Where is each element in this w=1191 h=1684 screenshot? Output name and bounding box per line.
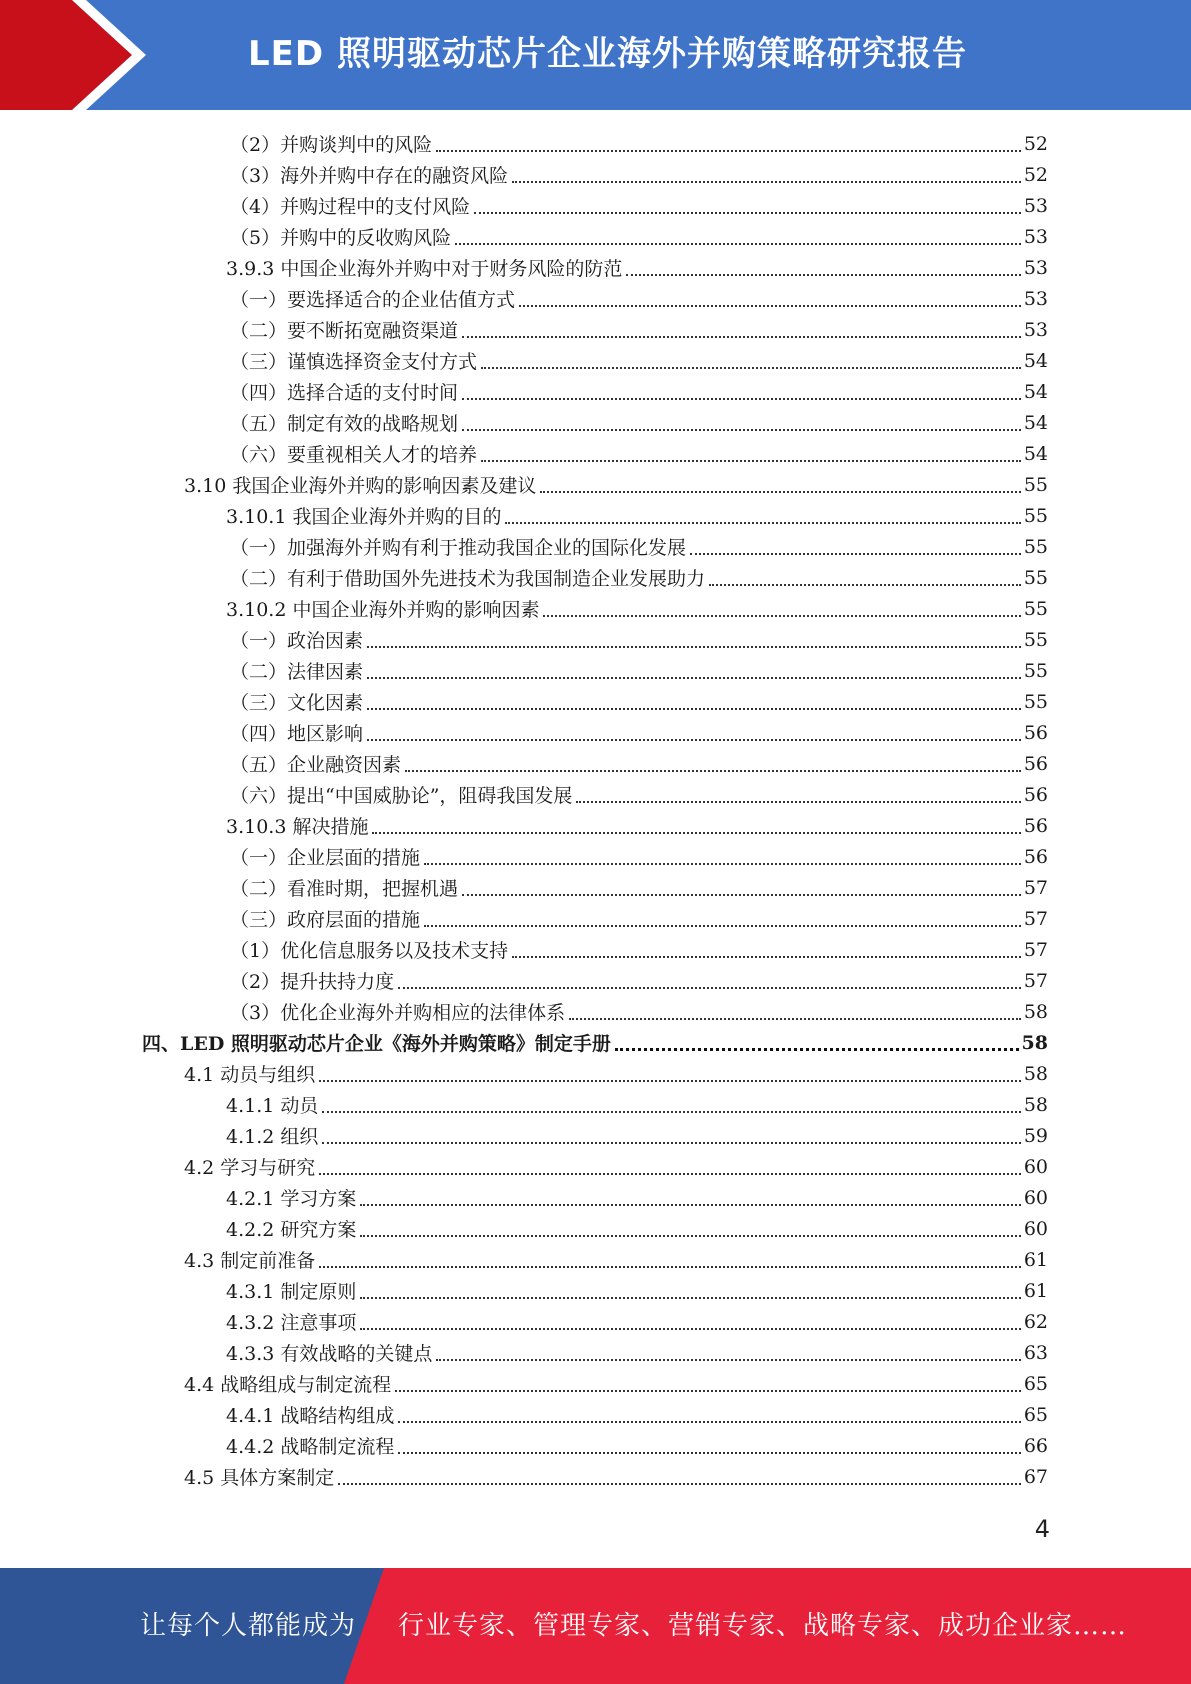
toc-entry-text: 3.10.3 解决措施 bbox=[226, 816, 369, 838]
toc-entry[interactable] bbox=[230, 655, 1048, 686]
toc-entry-page: 54 bbox=[1023, 349, 1048, 372]
toc-entry-text: （2）提升扶持力度 bbox=[230, 971, 395, 993]
toc-entry[interactable] bbox=[230, 748, 1048, 779]
toc-entry-page: 58 bbox=[1021, 1031, 1048, 1054]
toc-entry-page: 61 bbox=[1023, 1248, 1048, 1271]
toc-leader bbox=[462, 398, 1021, 400]
toc-entry-text: （二）法律因素 bbox=[230, 661, 364, 683]
toc-entry-text: （一）政治因素 bbox=[230, 630, 364, 652]
toc-entry-page: 63 bbox=[1023, 1341, 1048, 1364]
toc-leader bbox=[690, 553, 1021, 555]
toc-entry-page: 56 bbox=[1023, 845, 1048, 868]
toc-entry[interactable] bbox=[230, 624, 1048, 655]
toc-leader bbox=[424, 925, 1021, 927]
toc-entry-page: 55 bbox=[1023, 597, 1048, 620]
page-number: 4 bbox=[1034, 1515, 1050, 1543]
toc-entry[interactable] bbox=[226, 500, 1048, 531]
toc-entry-text: 3.10 我国企业海外并购的影响因素及建议 bbox=[184, 475, 537, 497]
toc-entry-text: （三）谨慎选择资金支付方式 bbox=[230, 351, 478, 373]
toc-leader bbox=[436, 150, 1021, 152]
toc-entry-text: （2）并购谈判中的风险 bbox=[230, 134, 433, 156]
toc-leader bbox=[709, 584, 1021, 586]
toc-entry-page: 58 bbox=[1023, 1093, 1048, 1116]
toc-leader bbox=[398, 1421, 1020, 1423]
toc-leader bbox=[462, 336, 1021, 338]
toc-entry[interactable] bbox=[230, 221, 1048, 252]
toc-leader bbox=[319, 1266, 1021, 1268]
toc-entry[interactable] bbox=[226, 1120, 1048, 1151]
toc-entry-text: （4）并购过程中的支付风险 bbox=[230, 196, 471, 218]
toc-leader bbox=[322, 1111, 1020, 1113]
report-title: LED 照明驱动芯片企业海外并购策略研究报告 bbox=[248, 34, 967, 74]
toc-entry[interactable] bbox=[226, 1337, 1048, 1368]
toc-entry-page: 55 bbox=[1023, 690, 1048, 713]
toc-entry-page: 60 bbox=[1023, 1186, 1048, 1209]
toc-entry[interactable] bbox=[230, 779, 1048, 810]
toc-entry-page: 57 bbox=[1023, 938, 1048, 961]
toc-entry-text: （5）并购中的反收购风险 bbox=[230, 227, 452, 249]
toc-entry-text: 4.5 具体方案制定 bbox=[184, 1467, 335, 1489]
toc-entry-text: 4.3.3 有效战略的关键点 bbox=[226, 1343, 433, 1365]
toc-entry-page: 54 bbox=[1023, 411, 1048, 434]
toc-entry-text: 4.4.1 战略结构组成 bbox=[226, 1405, 395, 1427]
toc-entry-page: 57 bbox=[1023, 907, 1048, 930]
toc-entry[interactable] bbox=[230, 686, 1048, 717]
toc-entry-page: 54 bbox=[1023, 442, 1048, 465]
toc-entry-page: 54 bbox=[1023, 380, 1048, 403]
toc-entry[interactable] bbox=[184, 1058, 1048, 1089]
toc-leader bbox=[405, 770, 1021, 772]
header-arrow-icon bbox=[0, 0, 160, 110]
toc-entry-text: 4.1.1 动员 bbox=[226, 1095, 319, 1117]
toc-entry-page: 53 bbox=[1023, 318, 1048, 341]
page-footer bbox=[0, 1568, 1191, 1684]
toc-entry-text: 4.4.2 战略制定流程 bbox=[226, 1436, 395, 1458]
toc-entry-text: （五）制定有效的战略规划 bbox=[230, 413, 459, 435]
toc-entry-text: 四、LED 照明驱动芯片企业《海外并购策略》制定手册 bbox=[142, 1033, 611, 1055]
toc-leader bbox=[505, 522, 1020, 524]
toc-entry-text: 4.2.1 学习方案 bbox=[226, 1188, 357, 1210]
toc-leader bbox=[481, 460, 1021, 462]
toc-entry-page: 57 bbox=[1023, 969, 1048, 992]
toc-entry-page: 55 bbox=[1023, 566, 1048, 589]
toc-leader bbox=[395, 1390, 1021, 1392]
toc-leader bbox=[512, 181, 1021, 183]
toc-entry[interactable] bbox=[184, 469, 1048, 500]
toc-entry[interactable] bbox=[226, 1089, 1048, 1120]
toc-entry-text: 4.2 学习与研究 bbox=[184, 1157, 316, 1179]
toc-entry-text: 4.1 动员与组织 bbox=[184, 1064, 316, 1086]
toc-entry[interactable] bbox=[230, 717, 1048, 748]
toc-entry-page: 53 bbox=[1023, 225, 1048, 248]
toc-entry-text: 3.9.3 中国企业海外并购中对于财务风险的防范 bbox=[226, 258, 623, 280]
toc-leader bbox=[319, 1173, 1021, 1175]
toc-entry-page: 58 bbox=[1023, 1000, 1048, 1023]
toc-entry-page: 60 bbox=[1023, 1217, 1048, 1240]
toc-entry-text: 4.1.2 组织 bbox=[226, 1126, 319, 1148]
toc-entry-page: 55 bbox=[1023, 473, 1048, 496]
toc-leader bbox=[626, 274, 1020, 276]
toc-entry[interactable] bbox=[226, 252, 1048, 283]
toc-leader bbox=[455, 243, 1021, 245]
toc-entry-text: （1）优化信息服务以及技术支持 bbox=[230, 940, 509, 962]
toc-entry-text: （五）企业融资因素 bbox=[230, 754, 402, 776]
toc-leader bbox=[338, 1483, 1021, 1485]
toc-entry[interactable] bbox=[184, 1244, 1048, 1275]
toc-entry-text: （一）企业层面的措施 bbox=[230, 847, 421, 869]
toc-entry-page: 55 bbox=[1023, 628, 1048, 651]
toc-entry-text: （一）要选择适合的企业估值方式 bbox=[230, 289, 516, 311]
toc-leader bbox=[398, 987, 1021, 989]
page-header bbox=[0, 0, 1191, 110]
toc-entry-text: （二）有利于借助国外先进技术为我国制造企业发展助力 bbox=[230, 568, 706, 590]
toc-entry-text: 4.4 战略组成与制定流程 bbox=[184, 1374, 392, 1396]
toc-entry[interactable] bbox=[226, 1213, 1048, 1244]
toc-leader bbox=[576, 801, 1020, 803]
toc-entry-text: 3.10.1 我国企业海外并购的目的 bbox=[226, 506, 502, 528]
toc-entry[interactable] bbox=[230, 159, 1048, 190]
toc-entry[interactable] bbox=[230, 903, 1048, 934]
toc-leader bbox=[424, 863, 1021, 865]
toc-entry-page: 65 bbox=[1023, 1372, 1048, 1395]
toc-entry[interactable] bbox=[226, 1182, 1048, 1213]
toc-entry[interactable] bbox=[230, 841, 1048, 872]
toc-leader bbox=[481, 367, 1021, 369]
toc-leader bbox=[462, 894, 1021, 896]
toc-entry-page: 65 bbox=[1023, 1403, 1048, 1426]
toc-entry-page: 58 bbox=[1023, 1062, 1048, 1085]
toc-entry-page: 56 bbox=[1023, 752, 1048, 775]
toc-entry[interactable] bbox=[184, 1461, 1048, 1492]
toc-entry-page: 53 bbox=[1023, 256, 1048, 279]
toc-leader bbox=[360, 1297, 1020, 1299]
toc-entry-page: 55 bbox=[1023, 504, 1048, 527]
toc-entry[interactable] bbox=[226, 1275, 1048, 1306]
toc-entry-page: 56 bbox=[1023, 721, 1048, 744]
toc-entry-page: 53 bbox=[1023, 287, 1048, 310]
toc-entry-page: 62 bbox=[1023, 1310, 1048, 1333]
toc-entry[interactable] bbox=[226, 1306, 1048, 1337]
toc-leader bbox=[512, 956, 1021, 958]
toc-leader bbox=[519, 305, 1021, 307]
toc-entry[interactable] bbox=[230, 345, 1048, 376]
toc-entry-text: （六）提出“中国威胁论”，阻碍我国发展 bbox=[230, 785, 573, 807]
toc-entry[interactable] bbox=[226, 1399, 1048, 1430]
toc-entry[interactable] bbox=[226, 1430, 1048, 1461]
toc-entry-text: 4.3 制定前准备 bbox=[184, 1250, 316, 1272]
toc-leader bbox=[398, 1452, 1020, 1454]
toc-leader bbox=[367, 646, 1021, 648]
toc-entry-text: （3）海外并购中存在的融资风险 bbox=[230, 165, 509, 187]
toc-entry[interactable] bbox=[230, 128, 1048, 159]
toc-entry-page: 55 bbox=[1023, 535, 1048, 558]
toc-entry-page: 57 bbox=[1023, 876, 1048, 899]
toc-leader bbox=[360, 1204, 1020, 1206]
toc-entry-text: （3）优化企业海外并购相应的法律体系 bbox=[230, 1002, 566, 1024]
toc-leader bbox=[540, 491, 1020, 493]
toc-leader bbox=[543, 615, 1020, 617]
toc-entry[interactable] bbox=[226, 810, 1048, 841]
toc-entry[interactable] bbox=[230, 531, 1048, 562]
toc-leader bbox=[367, 708, 1021, 710]
toc-entry-text: 4.2.2 研究方案 bbox=[226, 1219, 357, 1241]
toc-entry[interactable] bbox=[230, 965, 1048, 996]
toc-entry-page: 55 bbox=[1023, 659, 1048, 682]
toc-leader bbox=[319, 1080, 1021, 1082]
toc-entry[interactable] bbox=[184, 1368, 1048, 1399]
toc-leader bbox=[360, 1328, 1020, 1330]
toc-entry-page: 61 bbox=[1023, 1279, 1048, 1302]
toc-entry[interactable] bbox=[230, 314, 1048, 345]
toc-entry-page: 59 bbox=[1023, 1124, 1048, 1147]
toc-leader bbox=[367, 739, 1021, 741]
toc-entry-page: 60 bbox=[1023, 1155, 1048, 1178]
toc-leader bbox=[569, 1018, 1021, 1020]
toc-leader bbox=[372, 832, 1020, 834]
toc-entry-text: 4.3.2 注意事项 bbox=[226, 1312, 357, 1334]
toc-entry-text: （四）选择合适的支付时间 bbox=[230, 382, 459, 404]
toc-entry-text: 3.10.2 中国企业海外并购的影响因素 bbox=[226, 599, 540, 621]
toc-leader bbox=[462, 429, 1021, 431]
toc-entry[interactable] bbox=[230, 283, 1048, 314]
toc-entry-text: （一）加强海外并购有利于推动我国企业的国际化发展 bbox=[230, 537, 687, 559]
toc-entry[interactable] bbox=[230, 934, 1048, 965]
toc-entry-text: （二）看准时期，把握机遇 bbox=[230, 878, 459, 900]
toc-entry[interactable] bbox=[230, 190, 1048, 221]
toc-entry[interactable] bbox=[226, 593, 1048, 624]
footer-slogan-right: 行业专家、管理专家、营销专家、战略专家、成功企业家…… bbox=[398, 1611, 1128, 1641]
toc-entry-text: 4.3.1 制定原则 bbox=[226, 1281, 357, 1303]
footer-slogan-left: 让每个人都能成为 bbox=[140, 1611, 357, 1641]
toc-leader bbox=[367, 677, 1021, 679]
toc-entry-page: 56 bbox=[1023, 814, 1048, 837]
toc-entry-page: 52 bbox=[1023, 163, 1048, 186]
toc-entry-page: 53 bbox=[1023, 194, 1048, 217]
toc-entry-text: （三）文化因素 bbox=[230, 692, 364, 714]
toc-entry-text: （二）要不断拓宽融资渠道 bbox=[230, 320, 459, 342]
toc-leader bbox=[436, 1359, 1020, 1361]
toc-entry-page: 52 bbox=[1023, 132, 1048, 155]
toc-entry-page: 66 bbox=[1023, 1434, 1048, 1457]
toc-entry[interactable] bbox=[230, 872, 1048, 903]
toc-entry-text: （四）地区影响 bbox=[230, 723, 364, 745]
toc-leader bbox=[322, 1142, 1020, 1144]
toc-entry-text: （三）政府层面的措施 bbox=[230, 909, 421, 931]
toc-leader bbox=[360, 1235, 1020, 1237]
toc-entry-chapter[interactable] bbox=[142, 1027, 1048, 1058]
toc-entry[interactable] bbox=[230, 996, 1048, 1027]
toc-entry[interactable] bbox=[230, 376, 1048, 407]
toc-entry[interactable] bbox=[230, 562, 1048, 593]
toc-entry-page: 67 bbox=[1023, 1465, 1048, 1488]
toc-leader bbox=[615, 1048, 1019, 1051]
toc-leader bbox=[474, 212, 1021, 214]
toc-entry[interactable] bbox=[184, 1151, 1048, 1182]
toc-entry[interactable] bbox=[230, 438, 1048, 469]
toc-entry-text: （六）要重视相关人才的培养 bbox=[230, 444, 478, 466]
toc-entry-page: 56 bbox=[1023, 783, 1048, 806]
toc-entry[interactable] bbox=[230, 407, 1048, 438]
